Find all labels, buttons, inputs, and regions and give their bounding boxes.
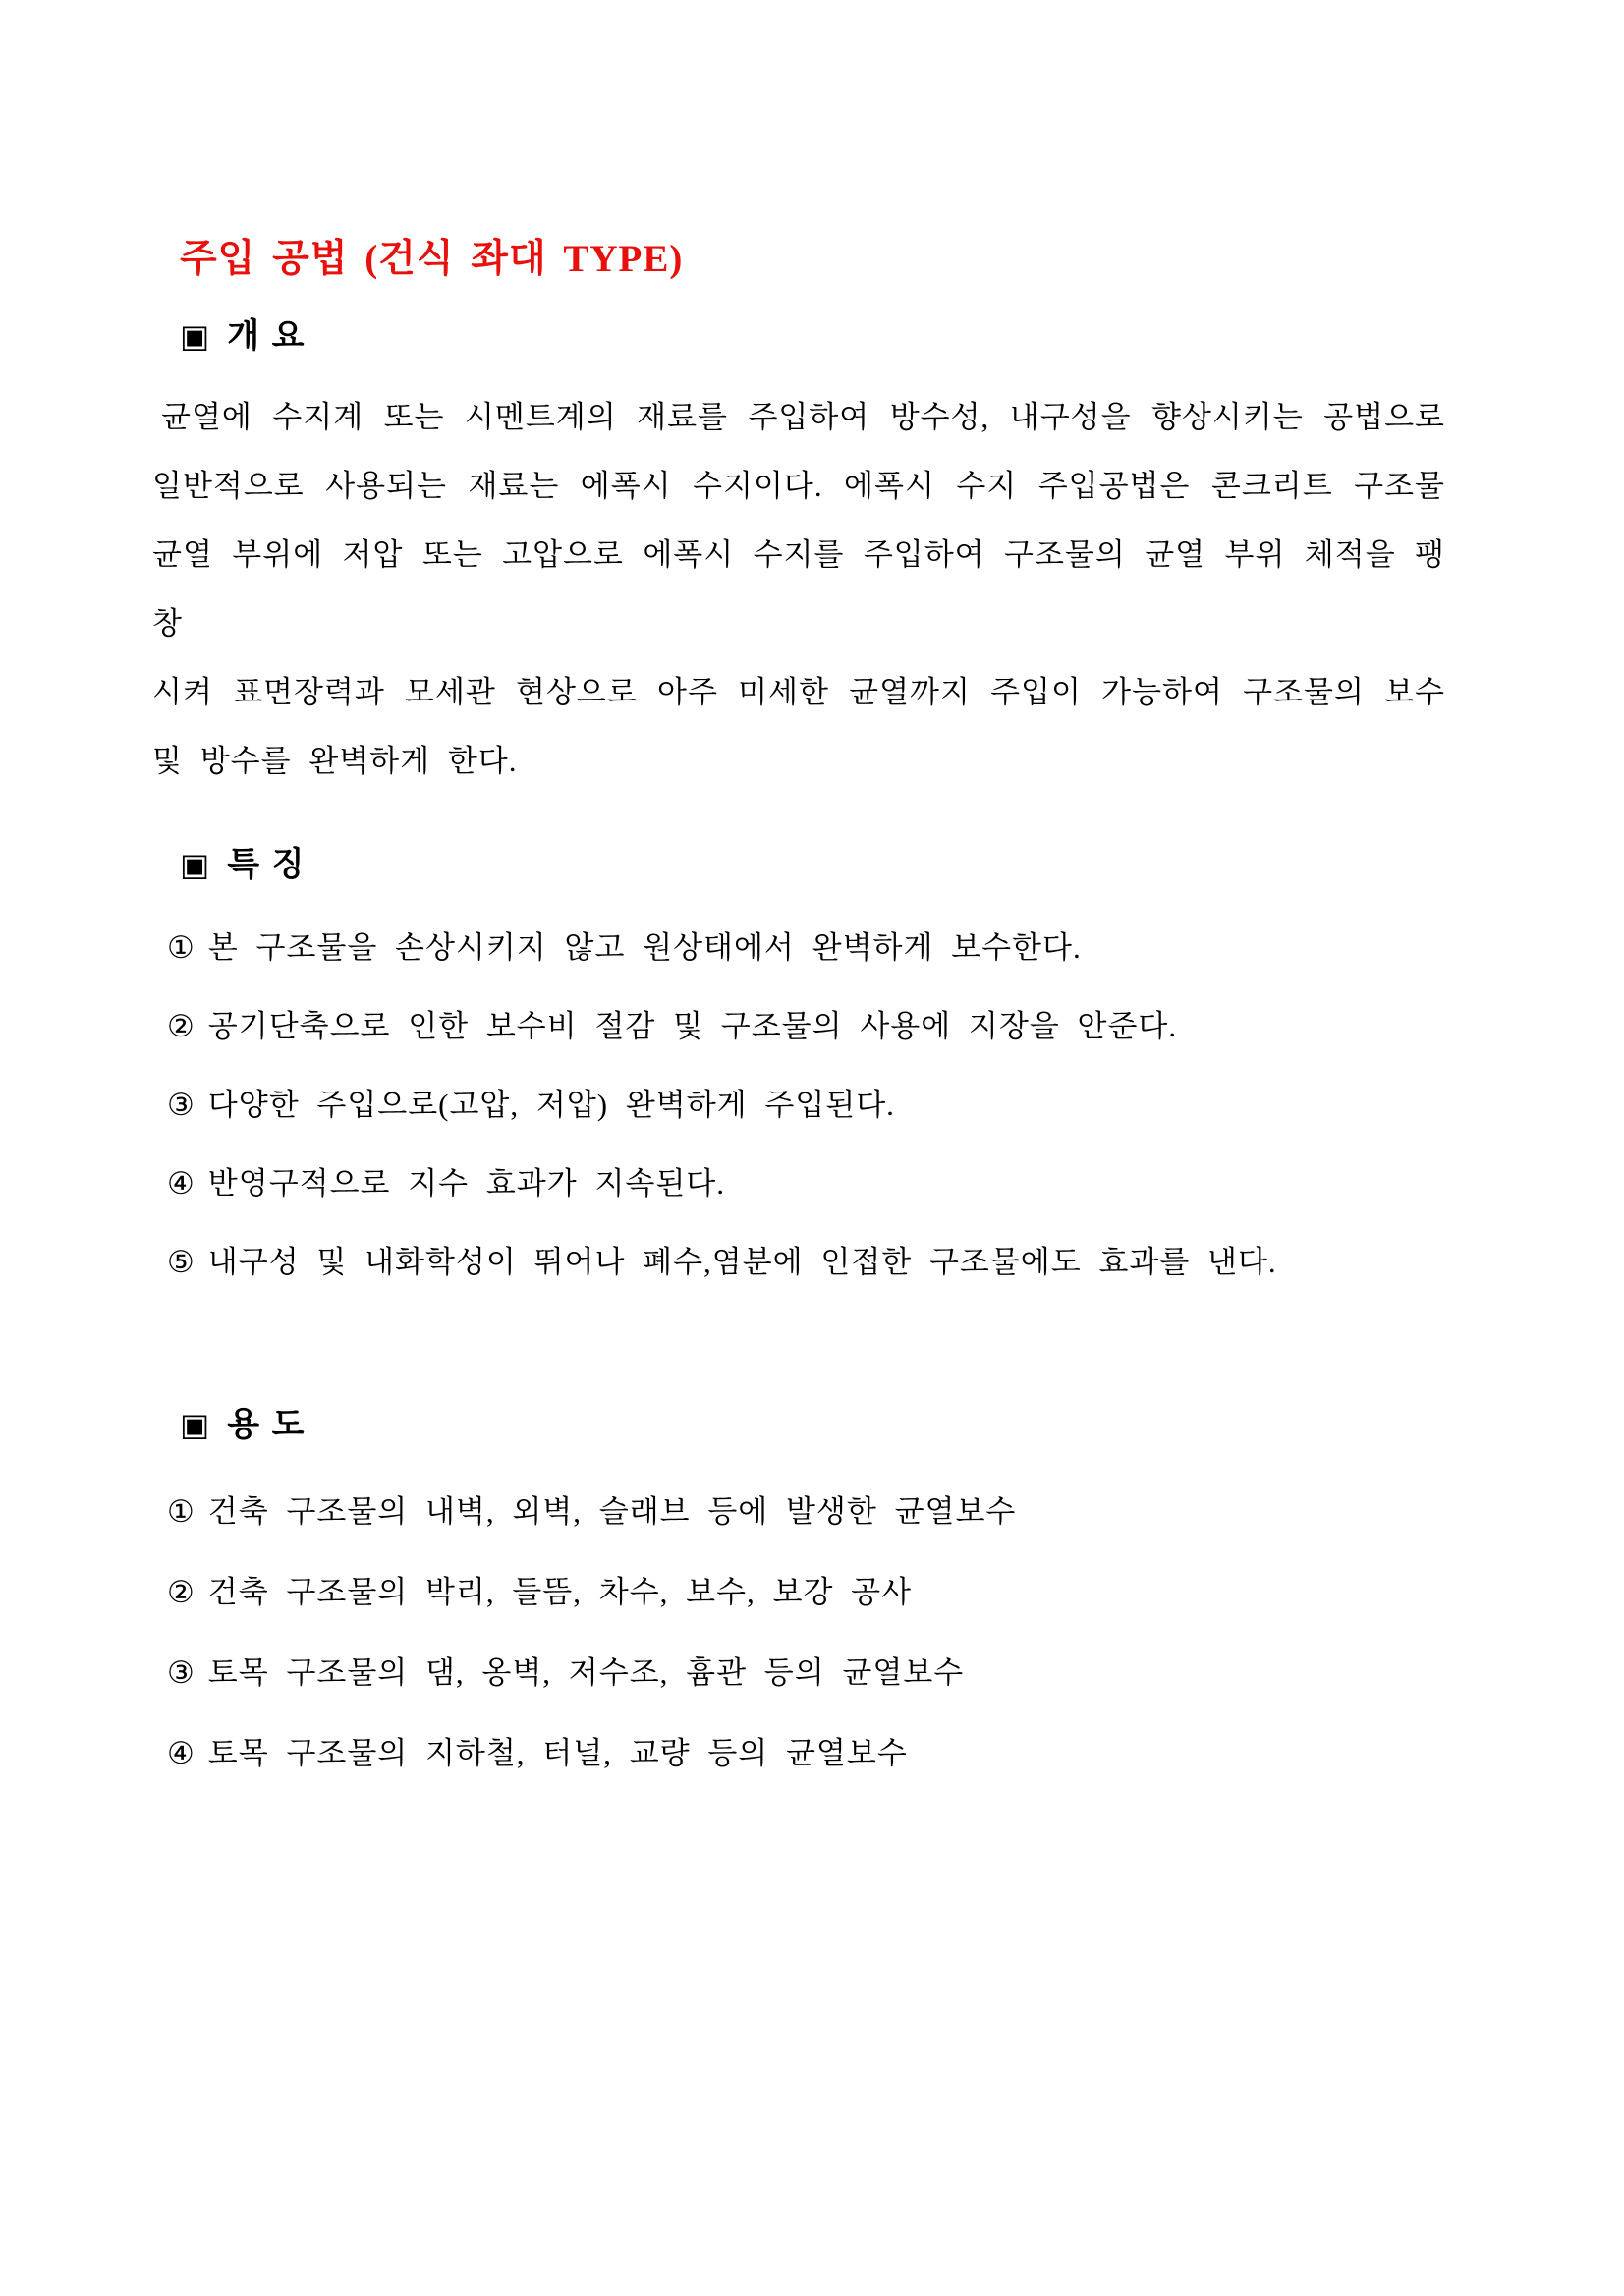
document-title: 주입 공법 (건식 좌대 TYPE) (180, 238, 684, 281)
item-number-icon: ④ (167, 1166, 196, 1201)
list-item (167, 1472, 1016, 1552)
list-item (167, 1145, 1277, 1223)
list-item (167, 1633, 1016, 1713)
list-item (167, 987, 1277, 1066)
item-text: 건축 구조물의 내벽, 외벽, 슬래브 등에 발생한 균열보수 (207, 1494, 1017, 1529)
item-number-icon: ② (167, 1009, 196, 1043)
list-item (167, 1066, 1277, 1145)
list-item (167, 1713, 1016, 1794)
paragraph-line: 일반적으로 사용되는 재료는 에폭시 수지이다. 에폭시 수지 주입공법은 콘크리트 구조물 (152, 469, 1445, 503)
section-square-icon: ▣ (180, 1407, 212, 1442)
item-number-icon: ③ (167, 1088, 196, 1122)
item-text: 토목 구조물의 댐, 옹벽, 저수조, 흄관 등의 균열보수 (207, 1655, 965, 1690)
paragraph-line: 균열에 수지계 또는 시멘트계의 재료를 주입하여 방수성, 내구성을 향상시키는 공법으로 (161, 400, 1445, 434)
section-heading-uses: 용 도 (227, 1407, 307, 1443)
item-text: 본 구조물을 손상시키지 않고 원상태에서 완벽하게 보수한다. (207, 930, 1082, 965)
list-item (167, 1223, 1277, 1302)
section-square-icon: ▣ (180, 847, 212, 882)
list-item (167, 1552, 1016, 1633)
item-number-icon: ② (167, 1575, 196, 1609)
item-number-icon: ① (167, 1494, 196, 1529)
item-number-icon: ③ (167, 1655, 196, 1690)
section-heading-overview: 개 요 (227, 318, 307, 355)
paragraph-line: 균열 부위에 저압 또는 고압으로 에폭시 수지를 주입하여 구조물의 균열 부위 체적을 팽창 (152, 537, 1445, 641)
item-text: 다양한 주입으로(고압, 저압) 완벽하게 주입된다. (207, 1088, 895, 1122)
item-number-icon: ④ (167, 1736, 196, 1770)
overview-paragraph (152, 383, 1445, 796)
section-header-features (180, 837, 306, 885)
item-text: 내구성 및 내화학성이 뛰어나 폐수,염분에 인접한 구조물에도 효과를 낸다. (207, 1245, 1277, 1279)
section-heading-features: 특 징 (227, 847, 307, 883)
item-text: 토목 구조물의 지하철, 터널, 교량 등의 균열보수 (207, 1736, 908, 1770)
item-text: 공기단축으로 인한 보수비 절감 및 구조물의 사용에 지장을 안준다. (207, 1009, 1178, 1043)
features-list (167, 909, 1277, 1302)
section-square-icon: ▣ (180, 318, 212, 354)
uses-list (167, 1472, 1016, 1794)
item-text: 건축 구조물의 박리, 들뜸, 차수, 보수, 보강 공사 (207, 1575, 913, 1609)
item-number-icon: ⑤ (167, 1245, 196, 1279)
item-number-icon: ① (167, 930, 196, 965)
paragraph-line: 및 방수를 완벽하게 한다. (152, 744, 518, 778)
section-header-overview (180, 308, 306, 357)
item-text: 반영구적으로 지수 효과가 지속된다. (207, 1166, 725, 1201)
list-item (167, 909, 1277, 987)
section-header-uses (180, 1397, 306, 1445)
paragraph-line: 시켜 표면장력과 모세관 현상으로 아주 미세한 균열까지 주입이 가능하여 구조물의 보수 (152, 675, 1445, 709)
